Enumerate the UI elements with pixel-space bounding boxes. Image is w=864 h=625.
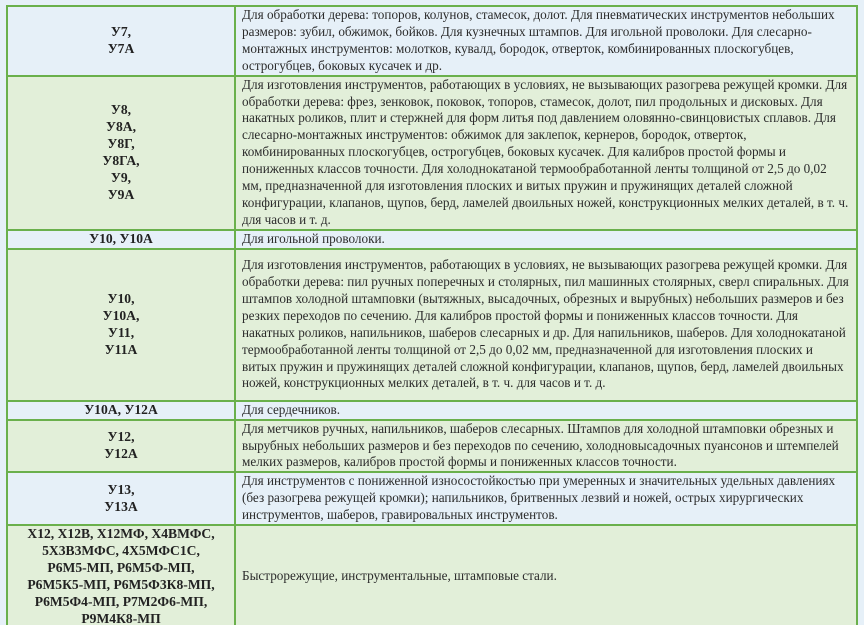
grade-label: У8ГА, bbox=[102, 152, 140, 168]
table-body bbox=[7, 6, 857, 625]
grade-label: У13А bbox=[104, 498, 138, 514]
description-cell: Быстрорежущие, инструментальные, штамповые стали. bbox=[235, 525, 857, 625]
description-cell: Для изготовления инструментов, работающих в условиях, не вызывающих разогрева режущей кромки. Для обработки дерева: пил ручных поперечных и столярных, пил машинных столярных, сверл спиральных. Для штампов холодной штамповки (вытяжных, высадочных, обрезных и вырубных) небольших размеров и без резких переходов по сечению. Для калибров простой формы и пониженных классов точности. Для накатных роликов, напильников, шаберов слесарных и др. Для напильников, шаберов. Для холоднокатаной термообработанной ленты толщиной от 2,5 до 0,02 мм, предназначенной для изготовления плоских и витых пружин и пружинящих деталей сложной конфигурации, клапанов, щупов, берд, ламелей двоильных ножей, конструкционных мелких деталей, в т. ч. для часов и т. д. bbox=[235, 249, 857, 401]
grade-cell bbox=[7, 76, 235, 230]
description-cell: Для сердечников. bbox=[235, 401, 857, 420]
grade-cell bbox=[7, 6, 235, 76]
steel-grades-table bbox=[6, 5, 858, 625]
grade-label: Р6М5-МП, Р6М5Ф-МП, bbox=[47, 559, 195, 575]
grade-label: У7, bbox=[110, 23, 132, 39]
grade-label: У10, bbox=[107, 290, 135, 306]
grade-cell bbox=[7, 525, 235, 625]
grade-label: Р6М5Ф4-МП, Р7М2Ф6-МП, bbox=[34, 593, 208, 609]
grade-cell bbox=[7, 401, 235, 420]
grade-label: У7А bbox=[107, 40, 135, 56]
grade-label: У13, bbox=[107, 481, 135, 497]
grade-cell bbox=[7, 230, 235, 249]
table-row bbox=[7, 472, 857, 525]
grade-label: 5Х3В3МФС, 4Х5МФС1С, bbox=[42, 542, 200, 558]
description-cell: Для инструментов с пониженной износостойкостью при умеренных и значительных удельных давлениях (без разогрева режущей кромки); напильников, бритвенных лезвий и ножей, острых хирургических инструментов, шаберов, гравировальных инструментов. bbox=[235, 472, 857, 525]
grade-label: У11А bbox=[104, 341, 138, 357]
table-row bbox=[7, 420, 857, 473]
grade-label: У9А bbox=[107, 186, 135, 202]
grade-label: Х12, Х12В, Х12МФ, Х4ВМФС, bbox=[27, 526, 215, 542]
description-cell: Для игольной проволоки. bbox=[235, 230, 857, 249]
description-cell: Для обработки дерева: топоров, колунов, стамесок, долот. Для пневматических инструментов небольших размеров: зубил, обжимок, бойков. Для кузнечных штампов. Для игольной проволоки. Для слесарно-монтажных инструментов: молотков, кувалд, бородок, отверток, комбинированных плоскогубцев, острогубцев, боковых кусачек и др. bbox=[235, 6, 857, 76]
table-row bbox=[7, 6, 857, 76]
grade-label: У10А, bbox=[102, 307, 140, 323]
grade-label: У10А, У12А bbox=[84, 401, 158, 417]
description-cell: Для метчиков ручных, напильников, шаберов слесарных. Штампов для холодной штамповки обрезных и вырубных небольших размеров и без переходов по сечению, холодновысадочных пуансонов и штемпелей мелких размеров, калибров простой формы и пониженных классов точности. bbox=[235, 420, 857, 473]
table-row bbox=[7, 249, 857, 401]
grade-label: У8А, bbox=[106, 118, 136, 134]
table-row bbox=[7, 76, 857, 230]
table-row bbox=[7, 525, 857, 625]
grade-label: У12А bbox=[104, 445, 138, 461]
grade-label: У9, bbox=[110, 169, 132, 185]
table-row bbox=[7, 230, 857, 249]
grade-label: У11, bbox=[107, 324, 135, 340]
table-row bbox=[7, 401, 857, 420]
grade-label: У10, У10А bbox=[89, 230, 153, 246]
grade-label: Р9М4К8-МП bbox=[81, 610, 161, 625]
grade-cell bbox=[7, 472, 235, 525]
grade-label: У8Г, bbox=[107, 135, 135, 151]
grade-cell bbox=[7, 420, 235, 473]
grade-label: Р6М5К5-МП, Р6М5Ф3К8-МП, bbox=[27, 576, 215, 592]
grade-cell bbox=[7, 249, 235, 401]
grade-label: У8, bbox=[110, 101, 132, 117]
description-cell: Для изготовления инструментов, работающих в условиях, не вызывающих разогрева режущей кромки. Для обработки дерева: фрез, зенковок, поковок, топоров, стамесок, долот, пил продольных и дисковых. Для накатных роликов, плит и стержней для форм литья под давлением оловянно-свинцовистых сплавов. Для слесарно-монтажных инструментов: обжимок для заклепок, кернеров, бородок, отверток, комбинированных плоскогубцев, острогубцев, боковых кусачек. Для калибров простой формы и пониженных классов точности. Для холоднокатаной термообработанной ленты толщиной от 2,5 до 0,02 мм, предназначенной для изготовления плоских и витых пружин и пружинящих деталей сложной конфигурации, клапанов, щупов, берд, ламелей двоильных ножей, конструкционных мелких деталей, в т. ч. для часов и т. д. bbox=[235, 76, 857, 230]
grade-label: У12, bbox=[107, 429, 135, 445]
